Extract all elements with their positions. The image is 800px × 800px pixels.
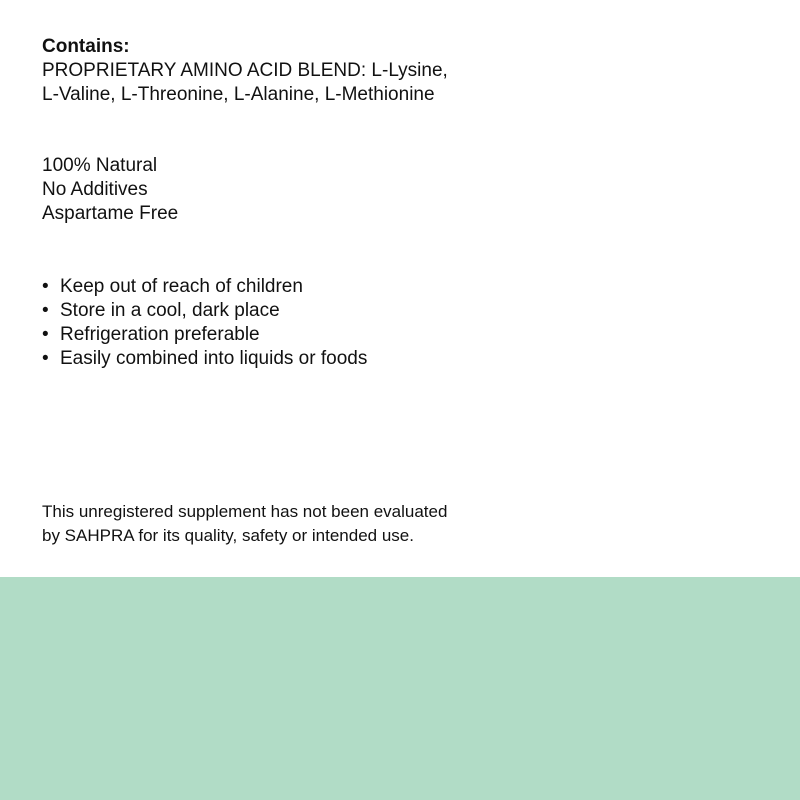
ingredients-section [42, 35, 742, 107]
instruction-text: Refrigeration preferable [60, 324, 260, 345]
ingredients-heading: Contains: [42, 36, 130, 57]
claim-no-additives: No Additives [42, 179, 148, 200]
usage-instructions-list [42, 275, 367, 371]
list-item [42, 323, 367, 347]
product-claims [42, 154, 178, 226]
list-item [42, 275, 367, 299]
list-item [42, 299, 367, 323]
claim-aspartame-free: Aspartame Free [42, 203, 179, 224]
bullet-icon: • [42, 324, 49, 345]
disclaimer-line: by SAHPRA for its quality, safety or intended use. [42, 526, 414, 545]
mint-accent-band [0, 577, 800, 800]
list-item [42, 347, 367, 371]
claim-natural: 100% Natural [42, 155, 158, 176]
instruction-text: Keep out of reach of children [60, 276, 303, 297]
bullet-icon: • [42, 276, 49, 297]
bullet-icon: • [42, 348, 49, 369]
disclaimer-line: This unregistered supplement has not been evaluated [42, 502, 448, 521]
ingredients-line: PROPRIETARY AMINO ACID BLEND: L-Lysine, [42, 60, 448, 81]
instruction-text: Store in a cool, dark place [60, 300, 280, 321]
regulatory-disclaimer [42, 500, 602, 548]
ingredients-line: L-Valine, L-Threonine, L-Alanine, L-Methionine [42, 84, 435, 105]
instruction-text: Easily combined into liquids or foods [60, 348, 368, 369]
bullet-icon: • [42, 300, 49, 321]
